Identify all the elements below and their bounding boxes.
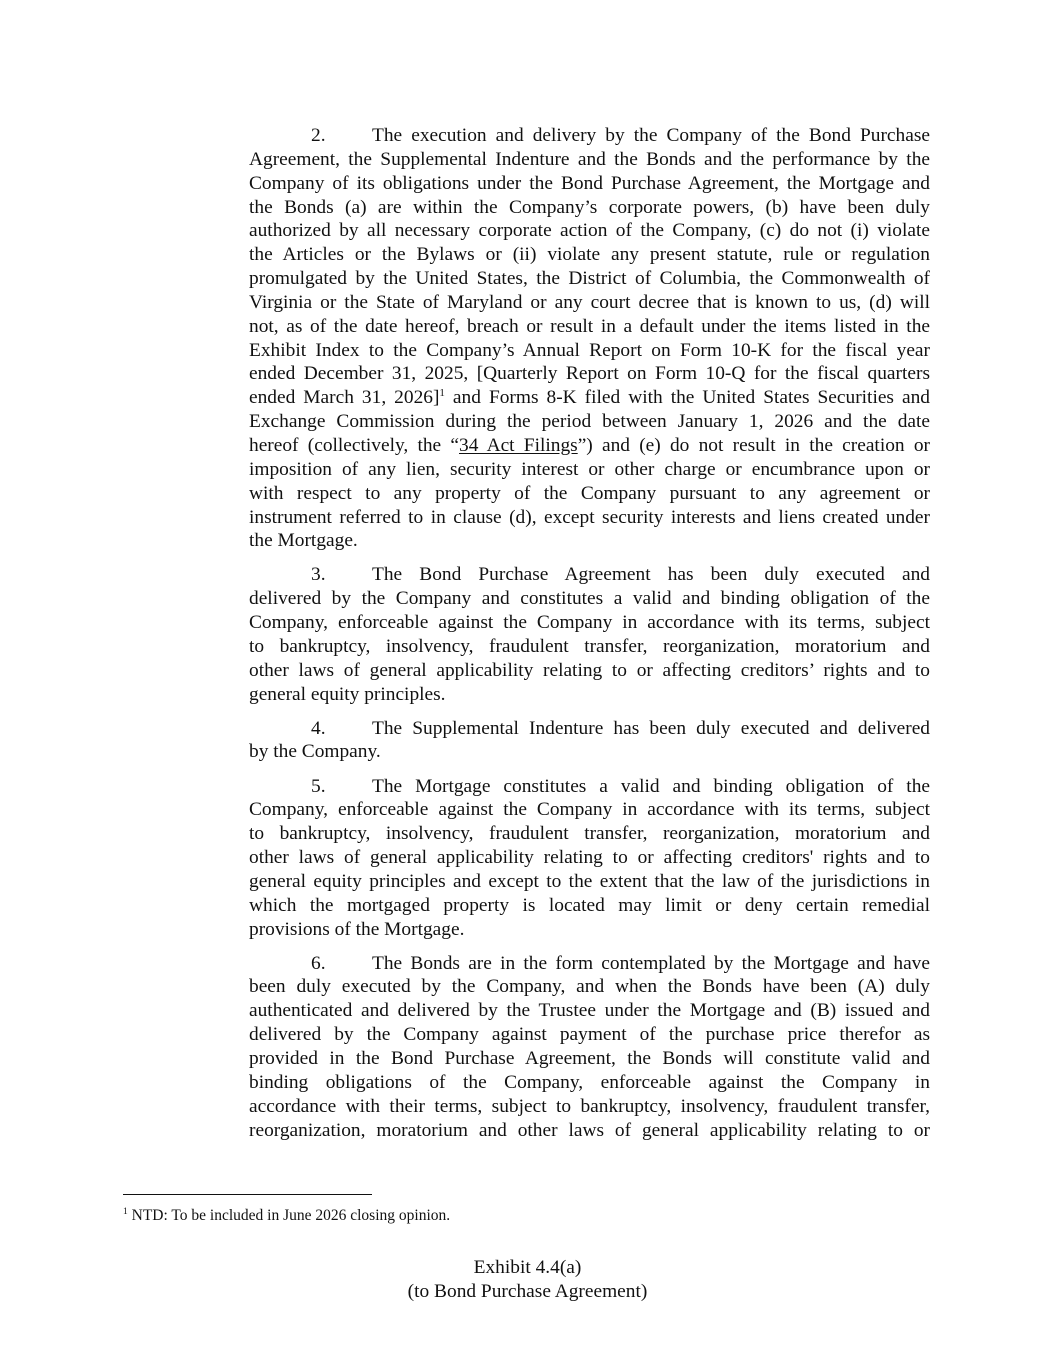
text-line bbox=[249, 434, 930, 458]
paragraph-2 bbox=[249, 124, 930, 553]
text-segment: authenticated and delivered by the Trustee under the Mortgage and (B) issued and bbox=[249, 1000, 930, 1022]
text-segment: not, as of the date hereof, breach or result in a default under the items listed in the bbox=[249, 315, 930, 337]
text-line bbox=[249, 172, 930, 196]
text-segment: other laws of general applicability relating to or affecting creditors’ rights and to bbox=[249, 659, 930, 681]
text-line bbox=[249, 740, 930, 764]
text-line bbox=[249, 683, 930, 707]
text-line bbox=[249, 563, 930, 587]
text-segment: delivered by the Company against payment of the purchase price therefor as bbox=[249, 1024, 930, 1046]
text-line bbox=[249, 339, 930, 363]
footnote-separator bbox=[123, 1194, 372, 1195]
text-line bbox=[249, 587, 930, 611]
text-line bbox=[249, 870, 930, 894]
text-line bbox=[249, 458, 930, 482]
text-segment: general equity principles. bbox=[249, 683, 446, 705]
text-line bbox=[249, 1071, 930, 1095]
text-segment: the Articles or the Bylaws or (ii) violate any present statute, rule or regulation bbox=[249, 244, 930, 266]
paragraph-5 bbox=[249, 775, 930, 942]
text-segment: Agreement, the Supplemental Indenture and the Bonds and the performance by the bbox=[249, 148, 930, 170]
text-segment: provisions of the Mortgage. bbox=[249, 918, 465, 940]
exhibit-label bbox=[0, 1256, 1055, 1304]
text-segment: reorganization, moratorium and other laws of general applicability relating to or bbox=[249, 1119, 930, 1141]
text-line bbox=[249, 717, 930, 741]
text-line bbox=[249, 410, 930, 434]
text-line bbox=[249, 291, 930, 315]
text-line bbox=[249, 315, 930, 339]
text-line bbox=[249, 975, 930, 999]
paragraph-number: 5. bbox=[311, 775, 326, 797]
text-line bbox=[249, 659, 930, 683]
text-segment: Company, enforceable against the Company in accordance with its terms, subject bbox=[249, 612, 930, 634]
exhibit-subtitle: (to Bond Purchase Agreement) bbox=[407, 1281, 648, 1302]
text-line bbox=[249, 124, 930, 148]
paragraph-number: 3. bbox=[311, 564, 326, 586]
paragraph-4 bbox=[249, 717, 930, 765]
text-segment: to bankruptcy, insolvency, fraudulent transfer, reorganization, moratorium and bbox=[249, 635, 930, 657]
text-segment: hereof (collectively, the “ bbox=[249, 434, 460, 456]
text-segment: The Bond Purchase Agreement has been duly executed and bbox=[372, 564, 930, 586]
defined-term: 34 Act Filings bbox=[459, 434, 578, 456]
text-segment: Exchange Commission during the period between January 1, 2026 and the date bbox=[249, 411, 930, 433]
paragraph-number: 2. bbox=[311, 125, 326, 146]
text-segment: with respect to any property of the Company pursuant to any agreement or bbox=[249, 482, 930, 504]
text-segment: general equity principles and except to the extent that the law of the jurisdictions in bbox=[249, 870, 930, 892]
paragraph-3 bbox=[249, 563, 930, 706]
text-line bbox=[249, 611, 930, 635]
paragraph-number: 6. bbox=[311, 952, 326, 974]
text-segment: other laws of general applicability relating to or affecting creditors' rights and to bbox=[249, 847, 930, 869]
text-segment: The Mortgage constitutes a valid and binding obligation of the bbox=[372, 775, 930, 797]
text-line bbox=[249, 894, 930, 918]
text-line bbox=[249, 1047, 930, 1071]
paragraph-6 bbox=[249, 952, 930, 1143]
text-segment: Company, enforceable against the Company in accordance with its terms, subject bbox=[249, 799, 930, 821]
text-segment: the Bonds (a) are within the Company’s corporate powers, (b) have been duly bbox=[249, 196, 930, 218]
text-line bbox=[249, 1119, 930, 1143]
text-segment: by the Company. bbox=[249, 741, 381, 763]
text-segment: ended December 31, 2025, [Quarterly Report on Form 10-Q for the fiscal quarters bbox=[249, 363, 930, 385]
text-line bbox=[249, 506, 930, 530]
text-line bbox=[249, 1023, 930, 1047]
text-line bbox=[249, 529, 930, 553]
text-line bbox=[249, 952, 930, 976]
text-line bbox=[249, 775, 930, 799]
text-segment: Virginia or the State of Maryland or any court decree that is known to us, (d) will bbox=[249, 291, 930, 313]
text-segment: been duly executed by the Company, and when the Bonds have been (A) duly bbox=[249, 976, 930, 998]
footnote bbox=[123, 1206, 450, 1226]
text-line bbox=[249, 1095, 930, 1119]
text-segment: Exhibit Index to the Company’s Annual Report on Form 10-K for the fiscal year bbox=[249, 339, 930, 361]
text-segment: to bankruptcy, insolvency, fraudulent transfer, reorganization, moratorium and bbox=[249, 823, 930, 845]
text-segment: Company of its obligations under the Bond Purchase Agreement, the Mortgage and bbox=[249, 172, 930, 194]
text-line bbox=[249, 219, 930, 243]
text-line bbox=[249, 386, 930, 410]
text-line bbox=[249, 822, 930, 846]
text-line bbox=[249, 846, 930, 870]
text-segment: The Supplemental Indenture has been duly executed and delivered bbox=[372, 717, 930, 739]
text-line bbox=[249, 148, 930, 172]
text-segment: instrument referred to in clause (d), except security interests and liens created under bbox=[249, 506, 930, 528]
text-segment: ended March 31, 2026] bbox=[249, 387, 440, 409]
text-line bbox=[249, 635, 930, 659]
footnote-marker: 1 bbox=[123, 1207, 128, 1217]
text-segment: provided in the Bond Purchase Agreement, the Bonds will constitute valid and bbox=[249, 1047, 930, 1069]
text-line bbox=[249, 362, 930, 386]
document-body bbox=[249, 124, 930, 1153]
exhibit-title: Exhibit 4.4(a) bbox=[473, 1257, 582, 1278]
text-line bbox=[249, 918, 930, 942]
text-segment: The Bonds are in the form contemplated by the Mortgage and have bbox=[372, 952, 930, 974]
text-segment: and Forms 8-K filed with the United States Securities and bbox=[444, 387, 930, 409]
text-line bbox=[249, 243, 930, 267]
text-segment: accordance with their terms, subject to bankruptcy, insolvency, fraudulent transfer, bbox=[249, 1095, 930, 1117]
text-line bbox=[249, 482, 930, 506]
text-segment: ”) and (e) do not result in the creation or bbox=[577, 434, 930, 456]
text-segment: promulgated by the United States, the District of Columbia, the Commonwealth of bbox=[249, 268, 930, 290]
text-line bbox=[249, 196, 930, 220]
paragraph-number: 4. bbox=[311, 717, 326, 739]
text-segment: authorized by all necessary corporate action of the Company, (c) do not (i) violate bbox=[249, 220, 930, 242]
text-line bbox=[249, 999, 930, 1023]
footnote-text: NTD: To be included in June 2026 closing opinion. bbox=[131, 1207, 451, 1224]
text-segment: The execution and delivery by the Company of the Bond Purchase bbox=[372, 125, 930, 146]
text-segment: the Mortgage. bbox=[249, 530, 358, 552]
text-segment: delivered by the Company and constitutes a valid and binding obligation of the bbox=[249, 588, 930, 610]
text-segment: imposition of any lien, security interest or other charge or encumbrance upon or bbox=[249, 458, 930, 480]
text-segment: binding obligations of the Company, enforceable against the Company in bbox=[249, 1071, 930, 1093]
footnote-reference: 1 bbox=[439, 387, 445, 400]
text-segment: which the mortgaged property is located may limit or deny certain remedial bbox=[249, 894, 930, 916]
text-line bbox=[249, 267, 930, 291]
text-line bbox=[249, 798, 930, 822]
